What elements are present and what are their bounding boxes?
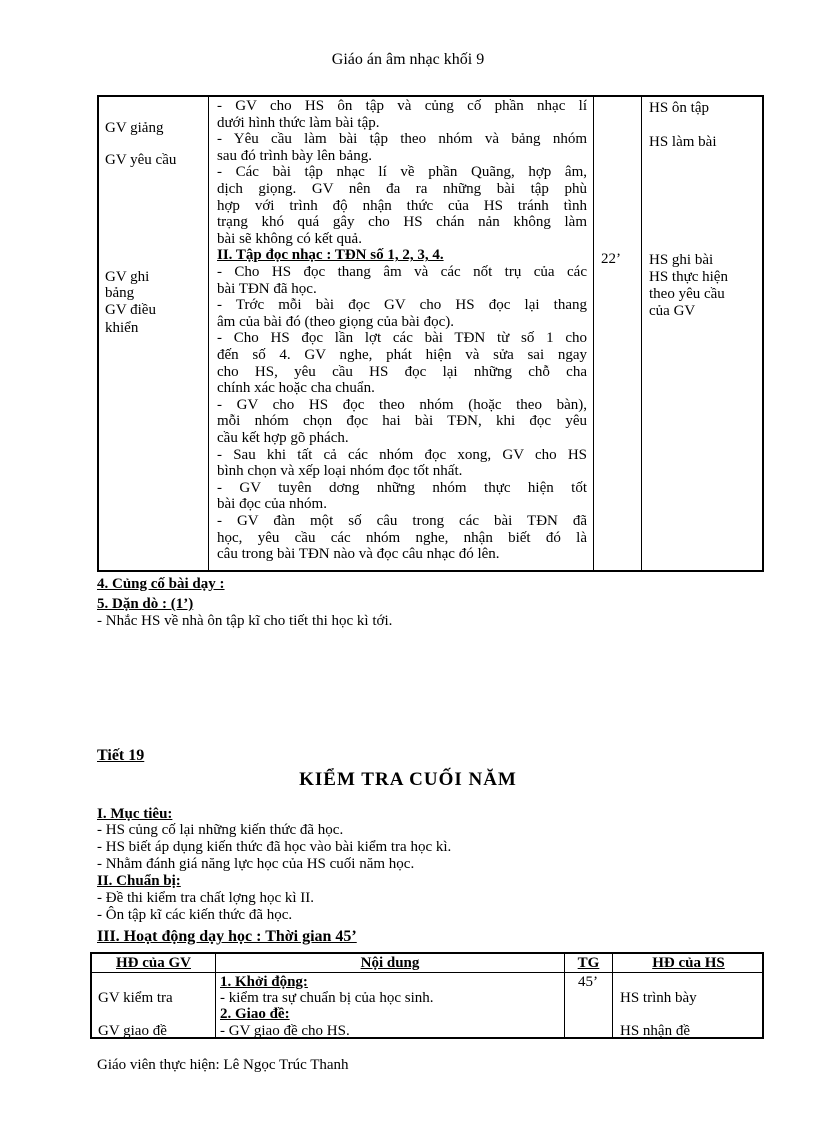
content-line: cho HS, yêu cầu HS đọc lại những chỗ cha [217,363,587,380]
page-header: Giáo án âm nhạc khối 9 [331,51,485,68]
section-heading: II. Chuẩn bị: [97,873,181,889]
time-value: 45’ [578,974,598,990]
teacher-activity: GV kiểm tra [98,990,173,1006]
content-line: - GV cho HS ôn tập và củng cố phần nhạc lí [217,98,587,114]
content-line: - GV đàn một số câu trong các bài TĐN đã [217,513,587,529]
lesson-number: Tiết 19 [97,747,145,764]
teacher-activity: GV điều [105,302,156,318]
content-line: - Sau khi tất cả các nhóm đọc xong, GV cho HS [217,446,587,463]
table-divider [593,97,594,570]
section-heading: 4. Củng cố bài dạy : [97,576,225,592]
content-line: dưới hình thức làm bài tập. [217,114,380,131]
content-line: cầu kết hợp gõ phách. [217,430,349,446]
content-line: - Cho HS đọc lần lợt các bài TĐN từ số 1 cho [217,330,587,347]
student-activity: HS trình bày [620,990,697,1006]
text-line: - Ôn tập kĩ các kiến thức đã học. [97,907,293,923]
content-line: dịch giọng. GV nên đa ra những bài tập phù [217,181,587,197]
exam-table [90,952,764,1039]
content-line: trạng khó quá gây cho HS chán nản không làm [217,214,587,231]
content-line: hợp với trình độ nhận thức của HS tránh tình [217,197,587,214]
time-column [599,97,637,570]
text-line: - HS củng cố lại những kiến thức đã học. [97,822,344,838]
text-line: - Nhằm đánh giá năng lực học của HS cuối năm học. [97,856,415,872]
content-line: - Yêu cầu làm bài tập theo nhóm và bảng nhóm [217,131,587,148]
content-line: sau đó trình bày lên bảng. [217,147,372,164]
teacher-activity: khiển [105,320,139,336]
content-line: học, yêu cầu các nhóm nghe, nhận biết đó là [217,529,587,546]
activity-table [97,95,764,572]
content-line: đến số 4. GV nghe, phát hiện và sửa sai ngay [217,347,587,363]
content-line: - kiểm tra sự chuẩn bị của học sinh. [220,990,434,1006]
content-line: chính xác hoặc cha chuẩn. [217,380,375,397]
content-line: bài sẽ không có kết quả. [217,230,362,247]
note-text: - Nhắc HS về nhà ôn tập kĩ cho tiết thi học kì tới. [97,613,393,629]
text-line: - Đề thi kiểm tra chất lợng học kì II. [97,890,315,906]
student-activity: theo yêu cầu [649,286,725,302]
time-value: 22’ [601,251,621,267]
teacher-activity: GV giảng [105,120,164,136]
content-line: bài TĐN đã học. [217,280,317,297]
section-heading: III. Hoạt động dạy học : Thời gian 45’ [97,928,357,945]
table-divider [641,97,642,570]
student-activity-column [649,97,761,570]
content-line: - Trớc mỗi bài đọc GV cho HS đọc lại thang [217,297,587,314]
content-line: mỗi nhóm chọn đọc hai bài TĐN, khi đọc yêu [217,413,587,430]
teacher-activity-column [105,97,209,570]
teacher-activity: GV giao đề [98,1023,167,1039]
teacher-signature: Giáo viên thực hiện: Lê Ngọc Trúc Thanh [97,1057,349,1073]
student-activity: HS ghi bài [649,252,714,268]
column-header: TG [577,955,600,971]
student-activity: HS nhận đề [620,1023,690,1039]
page-title: KIỂM TRA CUỐI NĂM [299,769,517,790]
student-activity: của GV [649,303,696,319]
content-heading: 2. Giao đề: [220,1006,290,1022]
content-line: - Các bài tập nhạc lí về phần Quãng, hợp âm, [217,164,587,181]
content-line: bình chọn và xếp loại nhóm đọc tốt nhất. [217,463,463,480]
content-line: - GV tuyên dơng những nhóm thực hiện tốt [217,479,587,496]
section-heading: 5. Dặn dò : (1’) [97,596,194,612]
section-heading: I. Mục tiêu: [97,806,173,822]
content-line: - GV giao đề cho HS. [220,1023,350,1039]
content-line: - Cho HS đọc thang âm và các nốt trụ của các [217,264,587,280]
content-heading: II. Tập đọc nhạc : TĐN số 1, 2, 3, 4. [217,247,444,264]
student-activity: HS ôn tập [649,100,709,116]
teacher-activity: GV ghi [105,269,150,285]
teacher-activity: GV yêu cầu [105,152,177,168]
text-line: - HS biết áp dụng kiến thức đã học vào bài kiểm tra học kì. [97,839,452,855]
content-line: - GV cho HS đọc theo nhóm (hoặc theo bàn), [217,396,587,413]
content-line: âm của bài đó (theo giọng của bài đọc). [217,313,454,330]
column-header: Nội dung [360,955,420,971]
student-activity: HS làm bài [649,134,717,150]
column-header: HĐ của GV [116,955,191,971]
content-line: câu trong bài TĐN nào và đọc câu nhạc đó lên. [217,546,500,563]
content-column [217,98,587,570]
column-header: HĐ của HS [652,955,725,971]
content-heading: 1. Khởi động: [220,974,308,990]
teacher-activity: bảng [105,285,135,301]
content-line: bài đọc của nhóm. [217,496,327,513]
student-activity: HS thực hiện [649,269,728,285]
